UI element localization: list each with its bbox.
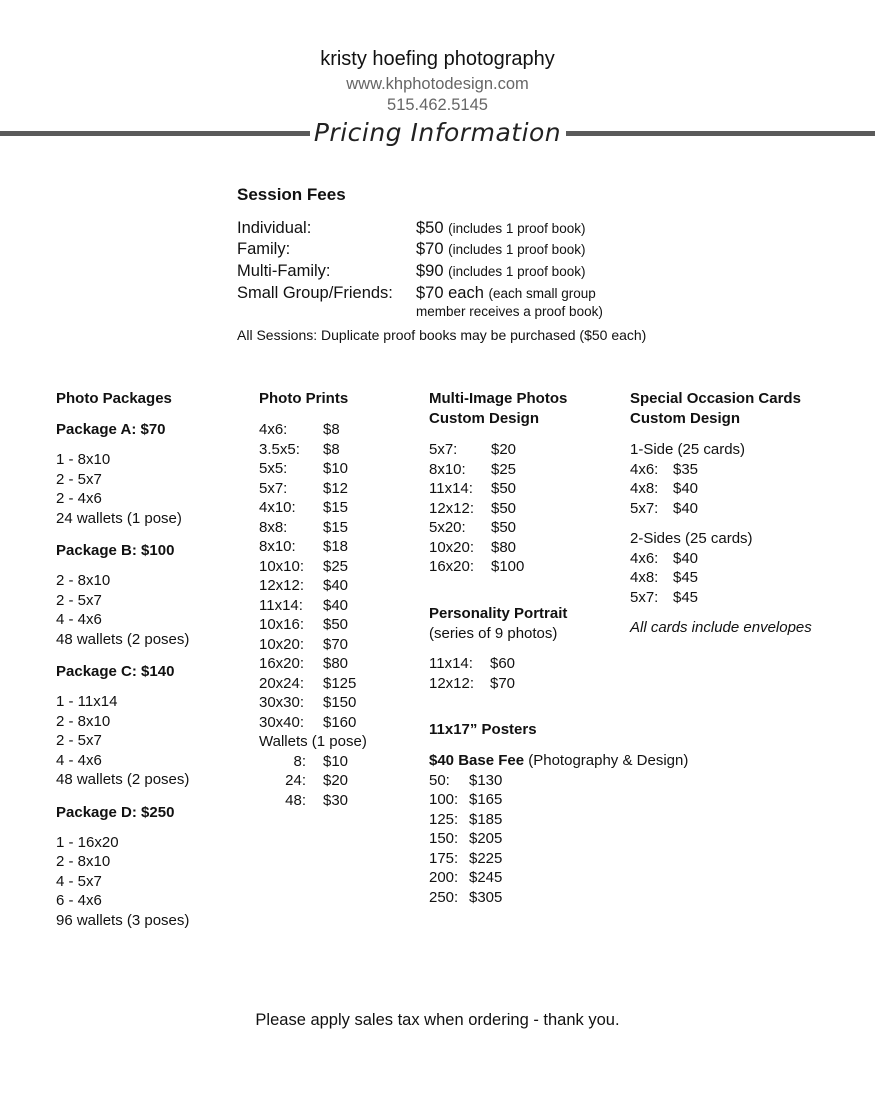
size-label: 12x12:: [429, 499, 475, 517]
session-note: (each small group: [488, 286, 596, 301]
price: $185: [469, 810, 503, 828]
list-item: [630, 499, 865, 519]
list-item: 2 - 8x10: [56, 712, 111, 730]
size-label: 4x10:: [259, 499, 296, 516]
package-items: [56, 692, 246, 790]
list-item: 4 - 4x6: [56, 611, 102, 628]
qty-label: 175:: [429, 849, 459, 867]
session-price: $90: [416, 262, 444, 280]
price: $35: [673, 460, 699, 478]
photo-prints-heading: Photo Prints: [259, 390, 349, 407]
list-item: [630, 588, 865, 608]
size-label: 16x20:: [429, 558, 475, 575]
qty-label: 48:: [285, 791, 306, 809]
list-item: [630, 549, 865, 569]
list-item: [259, 654, 419, 674]
list-item: [259, 479, 419, 499]
list-item: [429, 849, 629, 869]
posters-base-fee: [429, 751, 689, 771]
size-label: 5x5:: [259, 460, 288, 477]
list-item: 2 - 5x7: [56, 591, 102, 609]
session-note: (includes 1 proof book): [448, 242, 586, 257]
list-item: [429, 479, 629, 499]
website: www.khphotodesign.com: [346, 75, 529, 93]
list-item: 2 - 4x6: [56, 490, 102, 507]
list-item: [259, 693, 419, 713]
list-item: [429, 771, 629, 791]
package-title: Package A: $70: [56, 421, 166, 438]
price: $12: [323, 479, 349, 497]
size-label: 4x6:: [630, 460, 659, 478]
list-item: [429, 674, 629, 694]
size-label: 30x40:: [259, 713, 305, 731]
qty-label: 200:: [429, 869, 459, 886]
size-label: 12x12:: [429, 674, 475, 692]
price: $150: [323, 694, 357, 711]
session-price: $70: [416, 240, 444, 258]
package-items: [56, 450, 246, 528]
size-label: 10x16:: [259, 616, 305, 633]
list-item: [630, 460, 865, 480]
list-item: [259, 537, 419, 557]
session-label: Individual:: [237, 219, 312, 237]
price: $70: [490, 674, 516, 692]
size-label: 8x10:: [429, 460, 466, 478]
photo-packages-column: [56, 389, 246, 930]
list-item: [259, 771, 419, 791]
price: $125: [323, 674, 357, 692]
session-label: Multi-Family:: [237, 262, 331, 280]
list-item: 1 - 16x20: [56, 833, 119, 851]
size-label: 5x7:: [630, 499, 659, 517]
package-title: Package B: $100: [56, 542, 175, 559]
qty-label: 125:: [429, 810, 459, 828]
size-label: 20x24:: [259, 674, 305, 692]
cards-note: All cards include envelopes: [630, 619, 812, 636]
wallets-label: Wallets (1 pose): [259, 733, 367, 750]
list-item: [429, 499, 629, 519]
session-price: $50: [416, 219, 444, 237]
session-label: Small Group/Friends:: [237, 284, 393, 302]
price: $20: [491, 441, 517, 458]
price: $18: [323, 538, 349, 555]
size-label: 4x6:: [259, 421, 288, 438]
price: $80: [323, 655, 349, 672]
list-item: [259, 596, 419, 616]
size-label: 4x6:: [630, 549, 659, 567]
price: $245: [469, 869, 503, 886]
posters-heading: 11x17” Posters: [429, 721, 537, 738]
package-title: Package C: $140: [56, 663, 175, 680]
prints-list: [259, 420, 419, 810]
list-item: [259, 635, 419, 655]
price: $45: [673, 569, 699, 586]
price: $80: [491, 538, 517, 556]
price: $25: [491, 460, 517, 478]
list-item: 96 wallets (3 poses): [56, 911, 190, 929]
size-label: 16x20:: [259, 655, 305, 672]
list-item: [429, 868, 629, 888]
package-items: [56, 833, 246, 931]
list-item: 1 - 8x10: [56, 451, 111, 468]
photo-prints-column: [259, 389, 419, 810]
list-item: [259, 713, 419, 733]
one-side-list: [630, 440, 865, 518]
size-label: 30x30:: [259, 694, 305, 711]
price: $205: [469, 830, 503, 847]
page-title: Pricing Information: [313, 118, 562, 147]
multi-image-list: [429, 440, 629, 577]
price: $40: [673, 499, 699, 517]
footer-note: Please apply sales tax when ordering - thank you.: [255, 1011, 620, 1029]
price: $165: [469, 791, 503, 808]
cards-heading: Special Occasion Cards: [630, 390, 801, 407]
list-item: [429, 557, 629, 577]
posters-list: [429, 771, 629, 908]
list-item: [429, 829, 629, 849]
list-item: [429, 888, 629, 908]
package-items: [56, 571, 246, 649]
multi-image-heading: Multi-Image Photos: [429, 390, 568, 407]
price: $50: [491, 499, 517, 517]
list-item: [259, 752, 419, 772]
price: $50: [491, 480, 517, 497]
list-item: 48 wallets (2 poses): [56, 630, 190, 648]
session-label: Family:: [237, 240, 291, 258]
size-label: 10x10:: [259, 557, 305, 575]
price: $25: [323, 557, 349, 575]
list-item: 4 - 4x6: [56, 751, 102, 769]
list-item: [429, 460, 629, 480]
base-fee-note: (Photography & Design): [528, 752, 689, 769]
list-item: [429, 518, 629, 538]
price: $305: [469, 888, 503, 906]
list-item: 2 - 8x10: [56, 572, 111, 589]
size-label: 11x14:: [429, 655, 473, 672]
qty-label: 8:: [293, 752, 306, 770]
list-item: [259, 440, 419, 460]
size-label: 10x20:: [259, 635, 305, 653]
session-fees-heading: Session Fees: [237, 185, 346, 204]
list-item: 4 - 5x7: [56, 872, 102, 890]
price: $10: [323, 460, 349, 477]
cards-subheading: Custom Design: [630, 410, 741, 427]
phone-number: 515.462.5145: [387, 96, 488, 114]
price: $130: [469, 771, 503, 789]
price: $8: [323, 421, 340, 438]
multi-image-subheading: Custom Design: [429, 410, 540, 427]
price: $225: [469, 849, 503, 867]
session-note: (includes 1 proof book): [448, 221, 586, 236]
list-item: [630, 479, 865, 499]
price: $100: [491, 558, 525, 575]
size-label: 3.5x5:: [259, 440, 300, 458]
two-sides-list: [630, 529, 865, 607]
price: $15: [323, 499, 349, 516]
list-item: [259, 615, 419, 635]
two-sides-label: 2-Sides (25 cards): [630, 530, 753, 547]
price: $20: [323, 772, 349, 789]
size-label: 10x20:: [429, 538, 475, 556]
list-item: 1 - 11x14: [56, 693, 118, 710]
personality-subheading: (series of 9 photos): [429, 624, 558, 642]
size-label: 11x14:: [429, 480, 473, 497]
one-side-label: 1-Side (25 cards): [630, 441, 746, 458]
qty-label: 250:: [429, 888, 459, 906]
list-item: [259, 576, 419, 596]
size-label: 5x20:: [429, 519, 466, 536]
list-item: [259, 791, 419, 811]
price: $40: [323, 596, 349, 614]
list-item: [429, 440, 629, 460]
price: $30: [323, 791, 349, 809]
personality-heading: Personality Portrait: [429, 604, 568, 622]
list-item: 2 - 5x7: [56, 470, 102, 488]
size-label: 4x8:: [630, 480, 659, 497]
list-item: [259, 459, 419, 479]
cards-column: [630, 389, 865, 638]
price: $8: [323, 440, 340, 458]
session-note: (includes 1 proof book): [448, 264, 586, 279]
price: $15: [323, 518, 349, 536]
list-item: [259, 518, 419, 538]
price: $40: [323, 577, 349, 594]
session-footnote: All Sessions: Duplicate proof books may be purchased ($50 each): [237, 327, 647, 343]
list-item: [259, 674, 419, 694]
qty-label: 100:: [429, 791, 459, 808]
size-label: 5x7:: [259, 479, 288, 497]
session-note-continued: member receives a proof book): [416, 304, 603, 319]
list-item: [429, 538, 629, 558]
list-item: 6 - 4x6: [56, 892, 102, 909]
price: $40: [673, 480, 699, 497]
brand-name: kristy hoefing photography: [320, 48, 555, 70]
price: $10: [323, 752, 349, 770]
size-label: 5x7:: [429, 441, 458, 458]
price: $45: [673, 588, 699, 606]
size-label: 5x7:: [630, 588, 659, 606]
price: $60: [490, 655, 516, 672]
list-item: [630, 568, 865, 588]
qty-label: 24:: [285, 772, 306, 789]
price: $50: [323, 616, 349, 633]
list-item: [429, 654, 629, 674]
package-title: Package D: $250: [56, 803, 175, 821]
qty-label: 50:: [429, 771, 450, 789]
size-label: 8x8:: [259, 518, 288, 536]
list-item: [259, 420, 419, 440]
list-item: 24 wallets (1 pose): [56, 509, 182, 527]
personality-list: [429, 654, 629, 693]
price: $160: [323, 713, 357, 731]
qty-label: 150:: [429, 830, 459, 847]
list-item: 48 wallets (2 poses): [56, 771, 190, 788]
list-item: [259, 498, 419, 518]
size-label: 4x8:: [630, 569, 659, 586]
list-item: 2 - 5x7: [56, 732, 102, 749]
list-item: 2 - 8x10: [56, 853, 111, 870]
price: $40: [673, 549, 699, 567]
session-price: $70 each: [416, 284, 484, 302]
price: $70: [323, 635, 349, 653]
base-fee: $40 Base Fee: [429, 752, 525, 769]
size-label: 8x10:: [259, 538, 296, 555]
size-label: 11x14:: [259, 596, 303, 614]
list-item: [429, 790, 629, 810]
list-item: [429, 810, 629, 830]
price: $50: [491, 519, 517, 536]
size-label: 12x12:: [259, 577, 305, 594]
photo-packages-heading: Photo Packages: [56, 390, 172, 407]
list-item: [259, 557, 419, 577]
